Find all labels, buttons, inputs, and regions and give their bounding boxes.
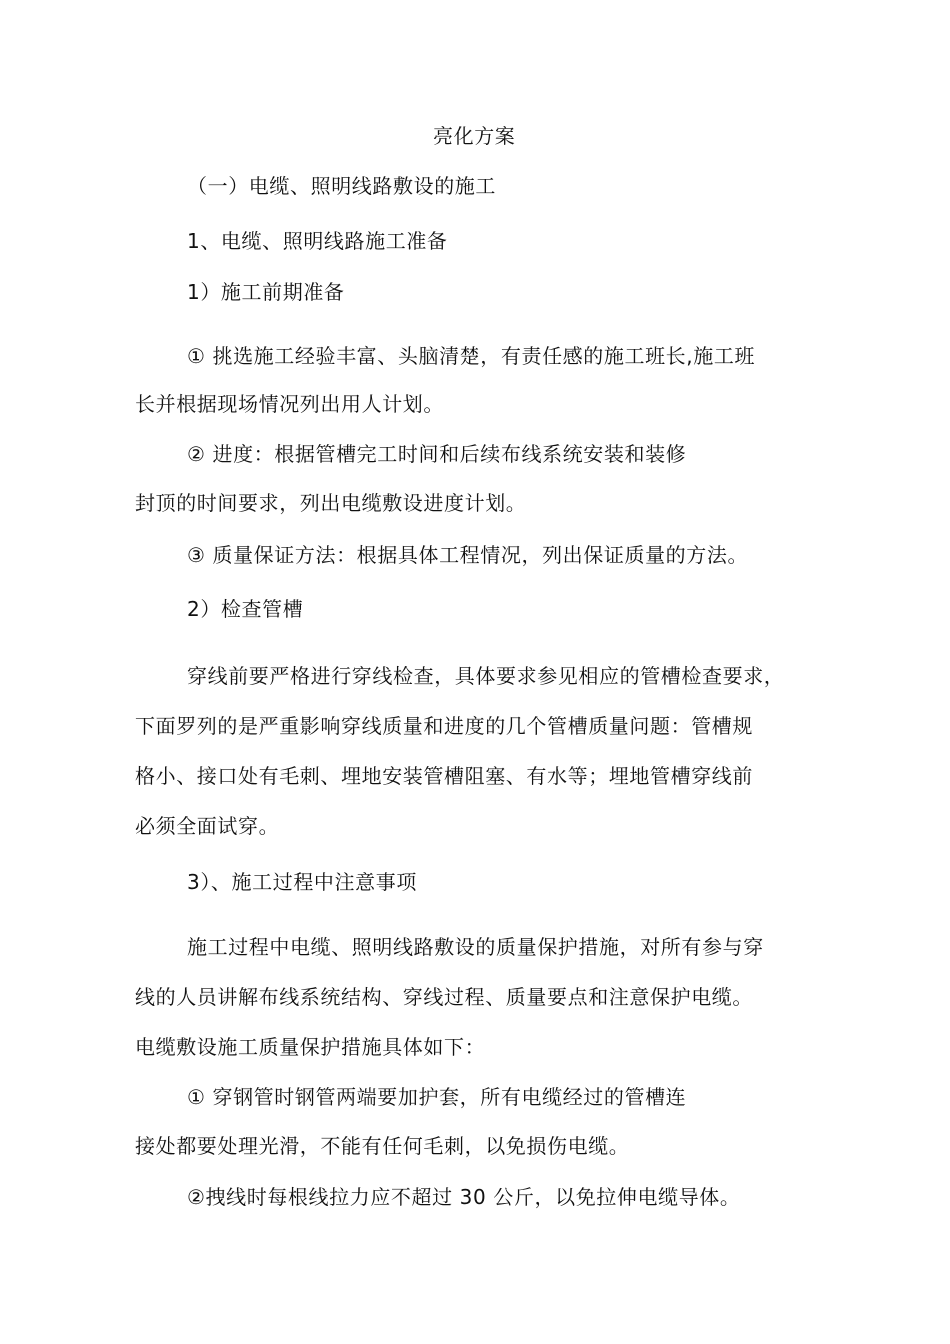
paragraph-line: ① 穿钢管时钢管两端要加护套，所有电缆经过的管槽连 <box>187 1085 687 1109</box>
paragraph-line: 必须全面试穿。 <box>135 814 280 838</box>
paragraph-line: 穿线前要严格进行穿线检查，具体要求参见相应的管槽检查要求， <box>187 664 785 688</box>
subsection-heading: 1、电缆、照明线路施工准备 <box>187 229 448 253</box>
paragraph-line: 接处都要处理光滑，不能有任何毛刺，以免损伤电缆。 <box>135 1134 630 1158</box>
paragraph-line: 电缆敷设施工质量保护措施具体如下： <box>135 1035 486 1059</box>
paragraph-line: 长并根据现场情况列出用人计划。 <box>135 392 444 416</box>
document-title: 亮化方案 <box>433 124 516 148</box>
item-heading: 1）施工前期准备 <box>187 280 345 304</box>
item-heading: 2）检查管槽 <box>187 597 304 621</box>
paragraph-line: ②拽线时每根线拉力应不超过 30 公斤，以免拉伸电缆导体。 <box>187 1185 741 1209</box>
paragraph-line: 封顶的时间要求，列出电缆敷设进度计划。 <box>135 491 527 515</box>
paragraph-line: ① 挑选施工经验丰富、头脑清楚，有责任感的施工班长,施工班 <box>187 344 756 368</box>
section-heading: （一）电缆、照明线路敷设的施工 <box>187 174 496 198</box>
item-heading: 3）、施工过程中注意事项 <box>187 870 417 894</box>
paragraph-line: ③ 质量保证方法：根据具体工程情况，列出保证质量的方法。 <box>187 543 749 567</box>
paragraph-line: ② 进度：根据管槽完工时间和后续布线系统安装和装修 <box>187 442 687 466</box>
paragraph-line: 施工过程中电缆、照明线路敷设的质量保护措施，对所有参与穿 <box>187 935 764 959</box>
paragraph-line: 线的人员讲解布线系统结构、穿线过程、质量要点和注意保护电缆。 <box>135 985 753 1009</box>
paragraph-line: 下面罗列的是严重影响穿线质量和进度的几个管槽质量问题：管槽规 <box>135 714 753 738</box>
paragraph-line: 格小、接口处有毛刺、埋地安装管槽阻塞、有水等；埋地管槽穿线前 <box>135 764 753 788</box>
